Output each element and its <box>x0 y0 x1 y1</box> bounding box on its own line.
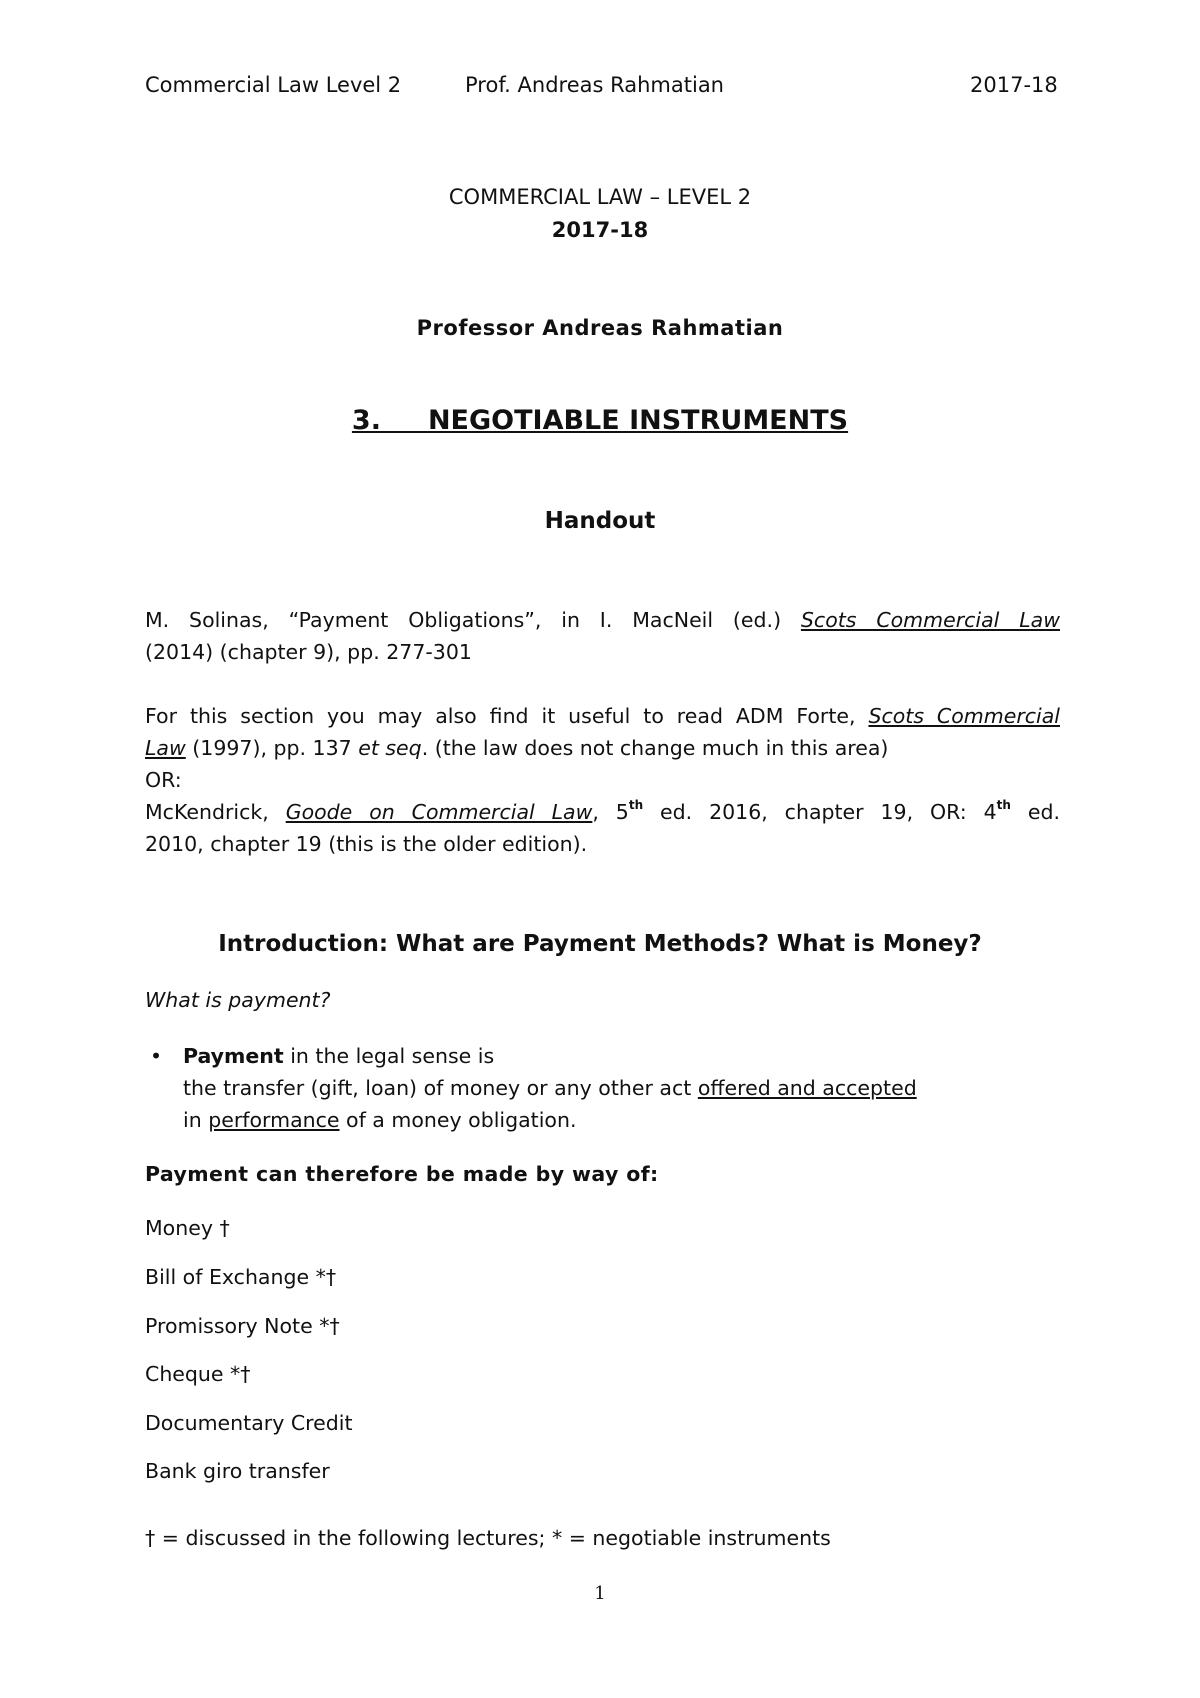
reading-1-line2: (2014) (chapter 9), pp. 277-301 <box>145 640 472 664</box>
offered-accepted: offered and accepted <box>697 1076 917 1100</box>
bullet-term: Payment <box>183 1044 284 1068</box>
reading-2-text: For this section you may also find it useful to read ADM Forte, <box>145 704 856 728</box>
reading-2-note: . (the law does not change much in this area) <box>421 736 889 760</box>
reading-1-text: M. Solinas, “Payment Obligations”, in I. MacNeil (ed.) <box>145 608 782 632</box>
methods-heading: Payment can therefore be made by way of: <box>145 1162 659 1186</box>
doc-year: 2017-18 <box>551 218 649 242</box>
list-item: Promissory Note *† <box>145 1314 340 1338</box>
list-item: Bill of Exchange *† <box>145 1265 337 1289</box>
reading-2-pages: (1997), pp. 137 <box>192 736 352 760</box>
section-number: 3. <box>351 405 381 436</box>
bullet-line-1: Payment in the legal sense is <box>183 1044 495 1068</box>
reading-1-book: Scots Commercial Law <box>800 608 1060 632</box>
reading-or: OR: <box>145 768 182 792</box>
header-professor: Prof. Andreas Rahmatian <box>465 73 724 97</box>
intro-heading: Introduction: What are Payment Methods? What is Money? <box>218 931 982 957</box>
reading-3-author: McKendrick, <box>145 800 269 824</box>
header-course: Commercial Law Level 2 <box>145 73 402 97</box>
list-item: Bank giro transfer <box>145 1459 330 1483</box>
performance: performance <box>208 1108 340 1132</box>
section-title: NEGOTIABLE INSTRUMENTS <box>427 405 849 436</box>
page-number: 1 <box>594 1583 606 1604</box>
list-item: Cheque *† <box>145 1362 251 1386</box>
list-item: Documentary Credit <box>145 1411 353 1435</box>
intro-question: What is payment? <box>145 988 331 1012</box>
reading-3-line2: 2010, chapter 19 (this is the older edition). <box>145 832 588 856</box>
reading-2-line2 <box>145 732 888 764</box>
reading-2-etseq: et seq <box>358 736 422 760</box>
bullet-icon: • <box>150 1044 163 1068</box>
reading-3: McKendrick, Goode on Commercial Law, 5th ed. 2016, chapter 19, OR: 4th ed. <box>145 798 1060 824</box>
symbol-legend: † = discussed in the following lectures; * = negotiable instruments <box>145 1526 831 1550</box>
handout-subtitle: Handout <box>544 508 656 534</box>
reading-3-book: Goode on Commercial Law <box>285 800 593 824</box>
bullet-line-3: in performance of a money obligation. <box>183 1108 577 1132</box>
reading-1 <box>145 604 1060 636</box>
reading-2-book: Scots Commercial <box>868 704 1060 728</box>
list-item: Money † <box>145 1216 230 1240</box>
reading-2 <box>145 700 1060 732</box>
section-heading <box>0 403 1200 439</box>
doc-author: Professor Andreas Rahmatian <box>416 316 784 340</box>
bullet-line-2: the transfer (gift, loan) of money or any other act offered and accepted <box>183 1076 917 1100</box>
header-year: 2017-18 <box>970 73 1058 97</box>
doc-title: COMMERCIAL LAW – LEVEL 2 <box>448 185 752 209</box>
reading-2-book-cont: Law <box>145 736 186 760</box>
